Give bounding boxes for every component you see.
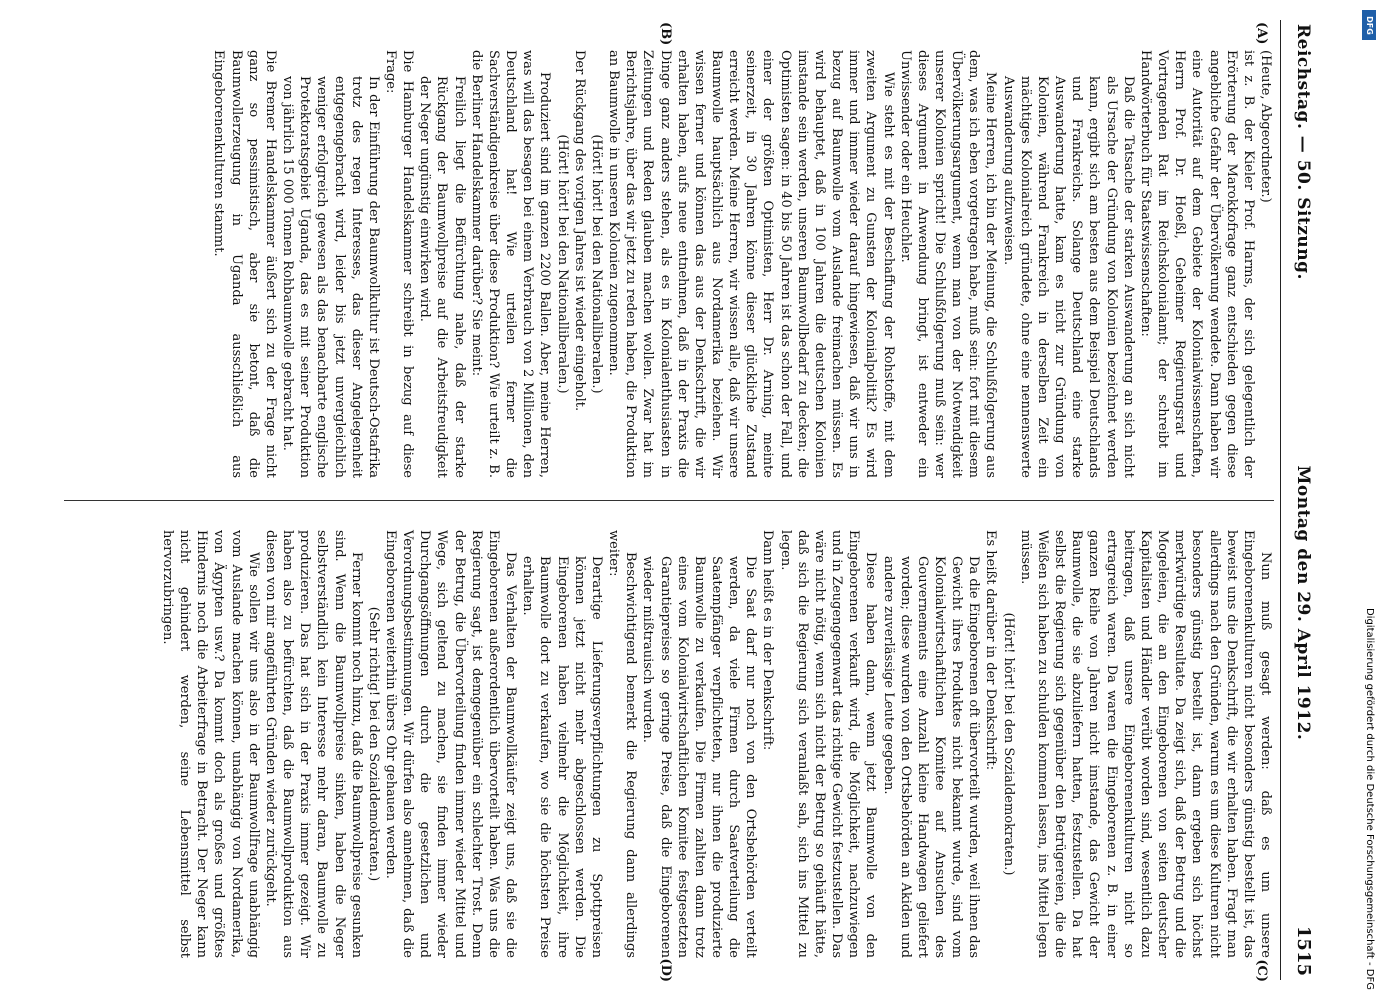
paragraph: Beschwichtigend bemerkt die Regierung dann allerdings weiter: xyxy=(606,530,639,958)
paragraph: Wie sollen wir uns also in der Baumwollfrage unabhängig vom Auslande machen können, unabhängig von Nordamerika, von Ägypten usw.? Da kommt doch als großes und größtes Hindernis noch die Arbeiterfrage in Betracht. Der Neger kann nicht gehindert werden, seine Lebensmittel selbst hervorzubringen. xyxy=(160,530,261,958)
margin-marker-d: (D) xyxy=(658,958,673,982)
interjection: (Hört! hört! bei den Sozialdemokraten.) xyxy=(1000,612,1016,876)
paragraph: Es heißt darüber in der Denkschrift: xyxy=(983,530,999,771)
paragraph: Meine Herren, ich bin der Meinung, die Schlußfolgerung aus dem, was ich eben vorgetragen habe, muß sein: fort mit diesem Übervölkerungsargument, wenn man von der Notwendigkeit unserer Kolonien spricht! Die Schlußfolgerung muß sein: wer dieses Argument in Anwendung bringt, ist entweder ein Unwissender oder ein Heuchler. xyxy=(897,50,999,478)
header-date: Montag den 29. April 1912. xyxy=(1293,465,1313,741)
paragraph: Ferner kommt noch hinzu, daß die Baumwollpreise gesunken sind. Wenn die Baumwollpreise sinken, haben die Neger selbstverständlich kein Interesse mehr daran, Baumwolle zu produzieren. Das hat sich in der Praxis immer gezeigt. Wir haben also zu befürchten, daß die Baumwollproduktion aus diesen von mir angeführten Gründen wieder zurückgeht. xyxy=(262,530,364,958)
quote-paragraph: In der Einführung der Baumwollkultur ist Deutsch-Ostafrika trotz des regen Interesses, das dieser Angelegenheit entgegengebracht wird, leider bis jetzt unvergleichlich weniger erfolgreich gewesen als das benachbarte englische Protektoratsgebiet Uganda, das es mit seiner Produktion von jährlich 15 000 Tonnen Rohbaumwolle gebracht hat. xyxy=(280,76,381,478)
dfg-logo-text: DFG xyxy=(1364,15,1374,35)
quote-paragraph: Da die Eingeborenen oft übervorteilt wurden, weil ihnen das Gewicht ihres Produktes nicht bekannt wurde, sind vom Kolonialwirtschaftlichen Komitee auf Ansuchen des Gouvernements eine Anzahl kleine Handwagen geliefert worden; diese wurden von den Ortsbehörden an Akiden und andere zuverlässige Leute gegeben. xyxy=(880,556,982,958)
text-columns xyxy=(64,20,1274,980)
paragraph: ist z. B. der Kieler Prof. Harms, der sich gelegentlich der Erörterung der Marokkofrage ganz entschieden gegen diese angebliche Gefahr der Übervölkerung wendete. Dann haben wir eine Autorität auf dem Gebiete der Kolonialwissenschaften, Herrn Prof. Dr. Hoeßl, Geheimer Regierungsrat und Vortragenden Rat im Reichskolonialamt; der schreibt im Handwörterbuch für Staatswissenschaften: xyxy=(1137,50,1256,478)
digitization-text: Digitalisierung gefördert durch die Deutsche Forschungsgemeinschaft - DFG xyxy=(1364,607,1375,990)
interjection: (Sehr richtig! bei den Sozialdemokraten.) xyxy=(365,606,381,882)
quote-paragraph: Die Saat darf nur noch von den Ortsbehörden verteilt werden, da viele Firmen durch Saatverteilung die Saatempfänger verpflichteten, nur ihnen die produzierte Baumwolle zu verkaufen. Die Firmen zahlten dann trotz eines vom Kolonialwirtschaftlichen Komitee festgesetzten Garantiepreises so geringe Preise, daß die Eingeborenen wieder mißtrauisch wurden. xyxy=(640,556,759,958)
paragraph: Der Rückgang des vorigen Jahres ist wieder eingeholt. xyxy=(571,50,587,412)
dfg-logo xyxy=(1362,10,1376,40)
digitization-note xyxy=(1361,10,1375,990)
quote-paragraph: Daß die Tatsache der starken Auswanderung an sich nicht als Ursache der Gründung von Kolonien bezeichnet werden kann, ergibt sich am besten aus dem Beispiel Deutschlands und Frankreichs. Solange Deutschland eine starke Auswanderung hatte, kam es nicht zur Gründung von Kolonien, während Frankreich in derselben Zeit ein mächtiges Kolonialreich gründete, ohne eine nennenswerte Auswanderung aufzuweisen. xyxy=(1000,76,1136,478)
paragraph: Die Bremer Handelskammer äußert sich zu der Frage nicht ganz so pessimistisch, aber sie betont, daß die Baumwollerzeugung in Uganda ausschließlich aus Eingeborenenkulturen stammt. xyxy=(211,50,278,478)
interjection: (Hört! hört! bei den Nationalliberalen.) xyxy=(588,134,604,394)
paragraph: (Heute, Abgeordneter.) xyxy=(1258,50,1273,203)
quote-paragraph: Derartige Lieferungsverpflichtungen zu Spottpreisen können jetzt nicht mehr abgeschlossen werden. Die Eingeborenen haben vielmehr die Möglichkeit, ihre Baumwolle dort zu verkaufen, wo sie die höchsten Preise erhalten. xyxy=(520,556,604,958)
header-session: Reichstag. — 50. Sitzung. xyxy=(1293,24,1313,280)
margin-marker-a: (A) xyxy=(1254,22,1269,45)
document-page xyxy=(20,10,1320,990)
page-number: 1515 xyxy=(1293,925,1314,976)
interjection: (Hört! hört! bei den Nationalliberalen.) xyxy=(554,134,570,394)
paragraph: Diese haben dann, wenn jetzt Baumwolle von den Eingeborenen verkauft wird, die Möglichkeit, nachzuwiegen und in Zeugengegenwart das richtige Gewicht festzustellen. Das wäre nicht nötig, wenn sich nicht der Betrug so gehäuft hätte, daß sich die Regierung sich veranlaßt sah, sich ins Mittel zu legen. xyxy=(777,530,879,958)
paragraph: Dann heißt es in der Denkschrift: xyxy=(760,530,776,751)
paragraph: Nun muß gesagt werden: daß es um unsere Eingeborenenkulturen nicht besonders günstig bestellt ist, das beweist uns die Denkschrift, die wir erhalten haben. Fragt man allerdings nach den Gründen, warum es um diese Kulturen nicht besonders günstig bestellt ist, dann ergeben sich höchst merkwürdige Resultate. Da zeigt sich, daß der Betrug und die Mogeleien, die an den Eingeborenen von seiten deutscher Kapitalisten und Händler verübt worden sind, wesentlich dazu beitragen, daß unsere Eingeborenenkulturen nicht so ertragreich waren. Da waren die Eingeborenen z. B. in einer ganzen Reihe von Jahren nicht imstande, das Gewicht der Baumwolle, die sie abzuliefern hatten, festzustellen. Da hat selbst die Regierung sich gegenüber den Betrügereien, die die Weißen sich haben zu schulden kommen lassen, ins Mittel legen müssen. xyxy=(1017,530,1273,958)
paragraph: Die Hamburger Handelskammer schreibt in bezug auf diese Frage: xyxy=(383,50,416,478)
quote-paragraph: Freilich liegt die Befürchtung nahe, daß der starke Rückgang der Baumwollpreise auf die Arbeitsfreudigkeit der Neger ungünstig einwirken wird. xyxy=(417,76,467,478)
paragraph: Produziert sind im ganzen 2200 Ballen. Aber, meine Herren, was will das besagen bei einem Verbrauch von 2 Millionen, den Deutschland hat! Wie urteilen ferner die Sachverständigenkreise über diese Produktion? Wie urteilt z. B. die Berliner Handelskammer darüber? Sie meint: xyxy=(468,50,553,478)
margin-marker-b: (B) xyxy=(658,22,673,46)
page-header xyxy=(1280,20,1314,980)
margin-marker-c: (C) xyxy=(1254,959,1269,982)
paragraph: Wie steht es mit der Beschaffung der Rohstoffe, mit dem zweiten Argument zu Gunsten der Kolonialpolitik? Es wird immer und immer wieder darauf hingewiesen, daß wir uns in bezug auf Baumwolle vom Auslande freimachen müssen. Es wird behauptet, daß in 100 Jahren die deutschen Kolonien imstande sein werden, unseren Baumwollbedarf zu decken; die Optimisten sagen: in 40 bis 50 Jahren ist das schon der Fall, und einer der größten Optimisten, Herr Dr. Arning, meinte seinerzeit, in 30 Jahren könne dieser glückliche Zustand erreicht werden. Meine Herren, wir wissen alle, daß wir unsere Baumwolle hauptsächlich aus Nordamerika beziehen. Wir wissen ferner und können das aus der Denkschrift, die wir erhalten haben, aufs neue entnehmen, daß in der Praxis die Dinge ganz anders stehen, als es in Kolonialenthusiasten in Zeitungen und Reden glauben machen wollen. Zwar hat im Berichtsjahre, über das wir jetzt zu reden haben, die Produktion an Baumwolle in unseren Kolonien zugenommen. xyxy=(606,50,896,478)
right-column xyxy=(64,500,1274,980)
left-column xyxy=(64,20,1274,500)
paragraph: Das Verhalten der Baumwollkäufer zeigt uns, daß sie die Eingeborenen außerordentlich übervorteilt haben. Was uns die Regierung sagt, ist demgegenüber ein schlechter Trost. Denn der Betrug, die Übervorteilung finden immer wieder Mittel und Wege, sich geltend zu machen, sie finden immer wieder Durchgangsöffnungen durch die gesetzlichen und Verordnungsbestimmungen. Wir dürfen also annehmen, daß die Eingeborenen weiterhin übers Ohr gehauen werden. xyxy=(383,530,519,958)
